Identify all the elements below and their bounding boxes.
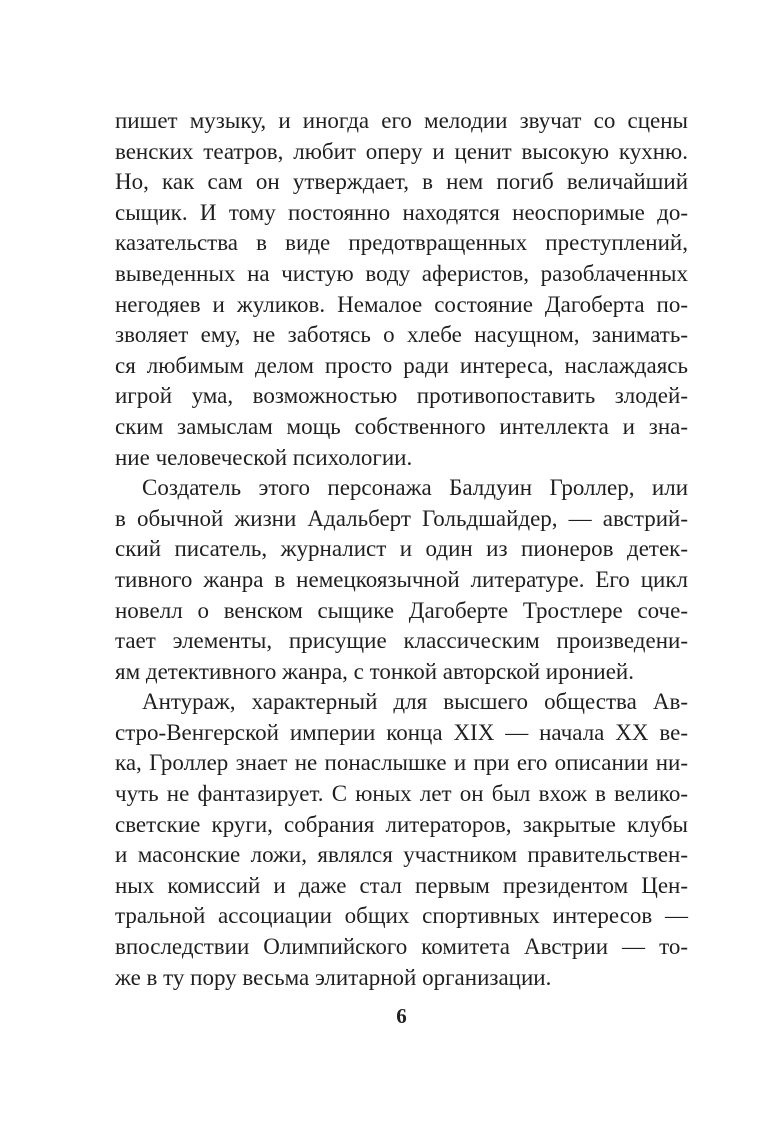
text-line: Создатель этого персонажа Балдуин Гроллер, или [142, 475, 688, 501]
text-line: казательства в виде предотвращенных преступлений, [115, 230, 688, 256]
text-line: чуть не фантазирует. С юных лет он был вхож в велико- [115, 781, 688, 807]
text-line: пишет музыку, и иногда его мелодии звучат со сцены [115, 108, 688, 133]
text-line: зволяет ему, не заботясь о хлебе насущном, занимать- [115, 322, 688, 348]
text-line: игрой ума, возможностью противопоставить злодей- [115, 383, 688, 409]
text-line: в обычной жизни Адальберт Гольдшайдер, — австрий- [115, 505, 688, 531]
text-line: ся любимым делом просто ради интереса, наслаждаясь [115, 352, 688, 378]
text-line: негодяев и жуликов. Немалое состояние Дагоберта по- [115, 291, 688, 317]
text-line: ям детективного жанра, с тонкой авторской иронией. [115, 658, 634, 684]
text-line: выведенных на чистую воду аферистов, разоблаченных [115, 260, 688, 286]
text-line: ским замыслам мощь собственного интеллекта и зна- [115, 413, 688, 439]
text-line: стро-Венгерской империи конца XIX — начала XX ве- [115, 719, 688, 745]
text-line: венских театров, любит оперу и ценит высокую кухню. [115, 138, 688, 164]
text-block [115, 106, 688, 993]
text-line: тивного жанра в немецкоязычной литературе. Его цикл [115, 566, 688, 592]
text-line: впоследствии Олимпийского комитета Австрии — то- [115, 934, 688, 960]
text-line: Антураж, характерный для высшего общества Ав- [142, 689, 688, 715]
text-line: ных комиссий и даже стал первым президентом Цен- [115, 872, 688, 898]
text-line: ние человеческой психологии. [115, 444, 413, 470]
text-line: светские круги, собрания литераторов, закрытые клубы [115, 811, 688, 837]
page-number: 6 [396, 1004, 407, 1028]
text-line: новелл о венском сыщике Дагоберте Тростлере соче- [115, 597, 688, 623]
text-line: ка, Гроллер знает не понаслышке и при его описании ни- [115, 750, 688, 776]
text-line: и масонские ложи, являлся участником правительствен- [115, 842, 688, 868]
text-line: же в ту пору весьма элитарной организации. [115, 964, 552, 990]
text-line: сыщик. И тому постоянно находятся неоспоримые до- [115, 199, 688, 225]
text-line: тральной ассоциации общих спортивных интересов — [115, 903, 688, 929]
text-line: тает элементы, присущие классическим произведени- [115, 628, 688, 654]
text-line: ский писатель, журналист и один из пионеров детек- [115, 536, 688, 562]
text-line: Но, как сам он утверждает, в нем погиб величайший [115, 169, 688, 195]
